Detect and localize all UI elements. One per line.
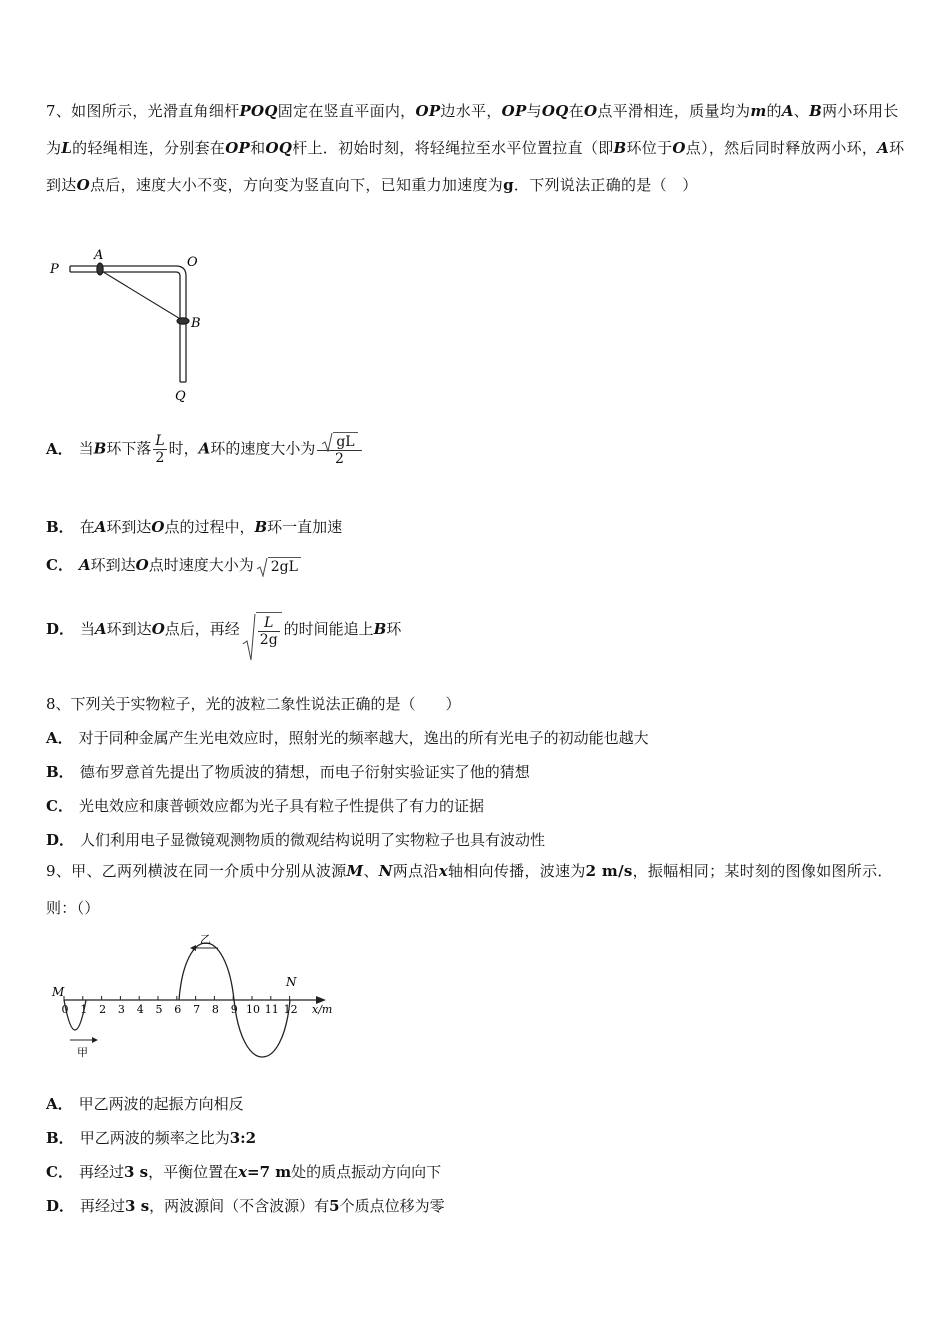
fraction-root: $\frac{gL}{2}$ xyxy=(317,432,361,467)
q9-option-c[interactable]: C． 再经过3 s，平衡位置在x=7 m处的质点振动方向向下 xyxy=(46,1163,442,1181)
axis-tick-label: 2 xyxy=(99,1003,107,1016)
label-m: M xyxy=(52,985,65,999)
q9-stem: 9、甲、乙两列横波在同一介质中分别从波源M、N两点沿x轴相向传播，波速为2 m/s，振幅相同；某时刻的图像如图所示．则：（） xyxy=(46,862,893,917)
fraction: $\frac{L}{2}$ xyxy=(155,433,165,466)
q7-option-d[interactable]: D． 当A环到达O点后，再经 $\frac{L}{2g}$ 的时间能追上B环 xyxy=(46,612,401,648)
axis-tick-label: 12 xyxy=(283,1003,298,1016)
q8-stem: 8、下列关于实物粒子，光的波粒二象性说法正确的是（ ） xyxy=(46,695,461,713)
axis-tick-label: 9 xyxy=(230,1003,238,1016)
label-q: Q xyxy=(175,389,186,404)
q8-option-b[interactable]: B． 德布罗意首先提出了物质波的猜想，而电子衍射实验证实了他的猜想 xyxy=(46,763,530,781)
axis-tick-label: 7 xyxy=(193,1003,201,1016)
sqrt-fraction: $\frac{L}{2g}$ xyxy=(242,612,282,648)
axis-label: x/m xyxy=(312,1003,333,1016)
q7-option-a[interactable]: A． 当B环下落 $\frac{L}{2}$ 时，A环的速度大小为 $\frac{gL}{2}$ xyxy=(46,432,364,467)
axis-tick-label: 1 xyxy=(80,1003,88,1016)
axis-tick-label: 6 xyxy=(174,1003,182,1016)
q9-option-b[interactable]: B． 甲乙两波的频率之比为3:2 xyxy=(46,1129,257,1147)
q7-stem: 7、如图所示，光滑直角细杆POQ固定在竖直平面内，OP边水平，OP与OQ在O点平滑相连，质量均为m的A、B两小环用长为L的轻绳相连，分别套在OP和OQ杆上．初始时刻，将轻绳拉至水平位置拉直（即B环位于O点），然后同时释放两小环，A环到达O点后，速度大小不变，方向变为竖直向下，已知重力加速度为g．下列说法正确的是（ ） xyxy=(46,102,905,194)
q7-figure xyxy=(44,246,214,406)
sqrt-sign-icon: 2gL xyxy=(256,557,301,575)
ring-a xyxy=(97,263,103,275)
arrow-right-icon xyxy=(92,1037,98,1043)
axis-tick-label: 3 xyxy=(117,1003,125,1016)
q8-option-a[interactable]: A． 对于同种金属产生光电效应时，照射光的频率越大，逸出的所有光电子的初动能也越大 xyxy=(46,729,649,747)
label-b: B xyxy=(191,316,201,331)
sqrt-sign-icon: gL xyxy=(321,432,357,450)
axis-tick-label: 11 xyxy=(264,1003,279,1016)
ring-b xyxy=(177,318,189,324)
axis-tick-label: 5 xyxy=(155,1003,163,1016)
label-jia: 甲 xyxy=(77,1046,88,1059)
axis-tick-label: 0 xyxy=(61,1003,69,1016)
q9-wave-figure xyxy=(44,930,344,1060)
label-a: A xyxy=(94,248,104,263)
label-yi: 乙 xyxy=(200,933,211,946)
label-n: N xyxy=(286,975,297,989)
q7-option-c[interactable]: C． A环到达O点时速度大小为 2gL xyxy=(46,554,303,575)
q8-option-c[interactable]: C． 光电效应和康普顿效应都为光子具有粒子性提供了有力的证据 xyxy=(46,797,484,815)
axis-tick-label: 4 xyxy=(136,1003,144,1016)
q7-option-b[interactable]: B． 在A环到达O点的过程中，B环一直加速 xyxy=(46,518,343,536)
label-p: P xyxy=(50,262,59,277)
axis-tick-label: 10 xyxy=(246,1003,260,1016)
q9-option-a[interactable]: A． 甲乙两波的起振方向相反 xyxy=(46,1095,244,1113)
q9-option-d[interactable]: D． 再经过3 s，两波源间（不含波源）有5个质点位移为零 xyxy=(46,1197,445,1215)
label-o: O xyxy=(187,255,198,270)
q8-option-d[interactable]: D． 人们利用电子显微镜观测物质的微观结构说明了实物粒子也具有波动性 xyxy=(46,831,546,849)
axis-tick-label: 8 xyxy=(211,1003,219,1016)
